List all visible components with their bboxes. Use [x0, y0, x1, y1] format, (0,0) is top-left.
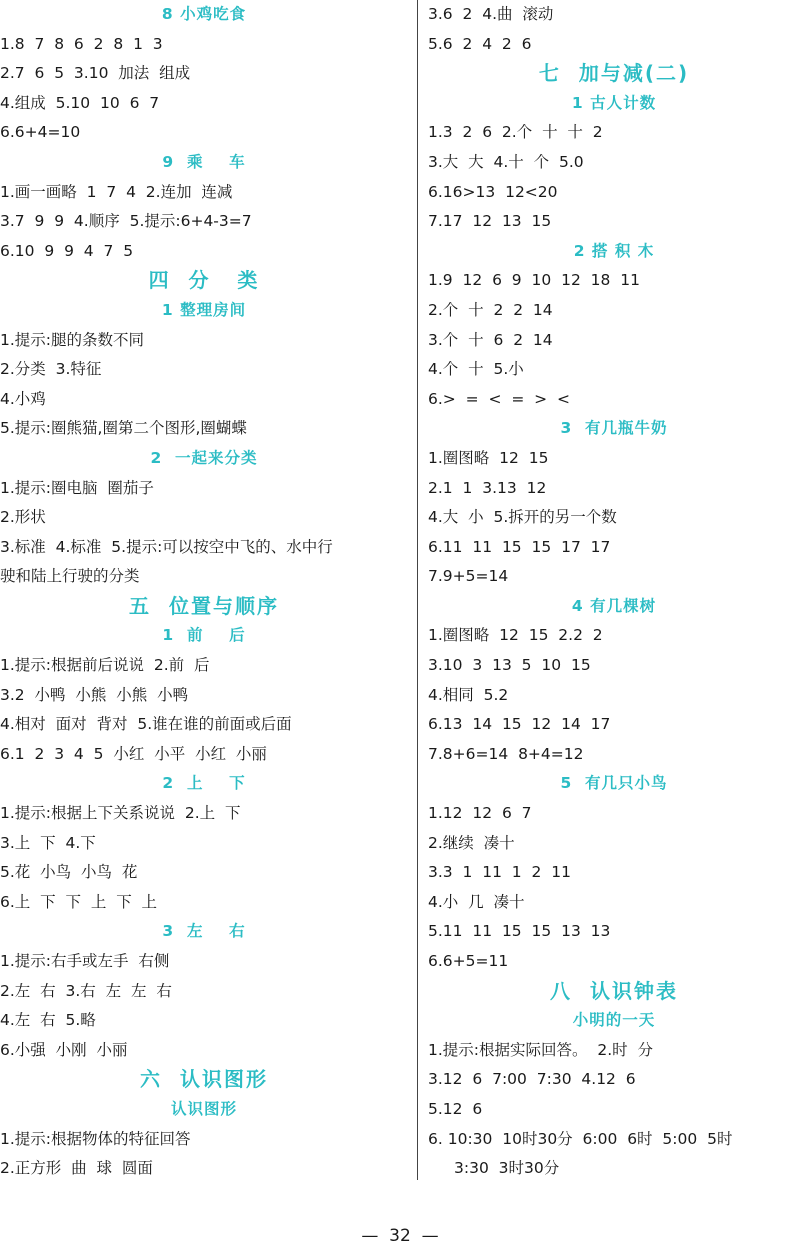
answer-line: 2.正方形 曲 球 圆面 — [0, 1159, 153, 1178]
chapter-heading: 六 认识图形 — [140, 1067, 268, 1092]
answer-line: 3.10 3 13 5 10 15 — [428, 656, 591, 675]
answer-line: 6.6+5=11 — [428, 952, 509, 970]
answer-line: 4.相同 5.2 — [428, 685, 509, 704]
answer-line: 3.3 1 11 1 2 11 — [428, 863, 571, 882]
answer-line: 3.个 十 6 2 14 — [428, 330, 553, 349]
answer-line: 4.组成 5.10 10 6 7 — [0, 93, 160, 112]
answer-line: 6.11 11 15 15 17 17 — [428, 537, 611, 556]
section-heading: 9 乘 车 — [162, 152, 246, 171]
answer-line: 2.1 1 3.13 12 — [428, 478, 547, 497]
answer-line: 1.12 12 6 7 — [428, 804, 532, 823]
answer-line: 2.7 6 5 3.10 加法 组成 — [0, 64, 191, 83]
answer-line: 6.10 9 9 4 7 5 — [0, 241, 134, 260]
page-footer: — 32 — — [361, 1226, 439, 1246]
answer-line: 3.标准 4.标准 5.提示:可以按空中飞的、水中行 — [0, 537, 333, 556]
section-heading: 小明的一天 — [572, 1011, 656, 1030]
answer-line: 4.小 几 凑十 — [428, 892, 525, 911]
section-heading: 8 小鸡吃食 — [161, 5, 247, 23]
answer-line: 4.左 右 5.略 — [0, 1011, 96, 1030]
answer-line: 7.9+5=14 — [428, 567, 509, 586]
answer-line: 3.大 大 4.十 个 5.0 — [428, 152, 584, 171]
answer-line: 3.上 下 4.下 — [0, 833, 96, 852]
section-heading: 1 整理房间 — [161, 300, 247, 319]
answer-line: 5.11 11 15 15 13 13 — [428, 922, 611, 941]
section-heading: 认识图形 — [170, 1099, 237, 1118]
section-heading: 2 搭 积 木 — [573, 241, 655, 260]
answer-line: 6.16>13 12<20 — [428, 182, 558, 201]
chapter-heading: 五 位置与顺序 — [129, 593, 279, 618]
section-heading: 1 前 后 — [162, 626, 246, 645]
answer-line: 6.13 14 15 12 14 17 — [428, 715, 611, 734]
section-heading: 4 有几棵树 — [571, 596, 657, 615]
answer-line: 3.2 小鸭 小熊 小熊 小鸭 — [0, 685, 189, 704]
answer-line: 1.提示:根据实际回答。 2.时 分 — [428, 1040, 654, 1059]
chapter-heading: 四 分 类 — [148, 268, 260, 293]
answer-line: 4.大 小 5.拆开的另一个数 — [428, 508, 617, 527]
section-heading: 2 一起来分类 — [150, 448, 258, 467]
chapter-heading: 八 认识钟表 — [550, 978, 678, 1003]
answer-line: 1.3 2 6 2.个 十 十 2 — [428, 123, 603, 142]
column-divider — [417, 0, 418, 1180]
right-column — [428, 0, 800, 1184]
answer-line: 6.1 2 3 4 5 小红 小平 小红 小丽 — [0, 744, 267, 763]
answer-line: 4.个 十 5.小 — [428, 360, 524, 379]
left-column — [0, 0, 408, 1184]
section-heading: 2 上 下 — [162, 774, 246, 793]
answer-line: 3.6 2 4.曲 滚动 — [428, 5, 554, 23]
answer-line: 1.提示:圈电脑 圈茄子 — [0, 478, 154, 497]
answer-line: 5.提示:圈熊猫,圈第二个图形,圈蝴蝶 — [0, 419, 247, 438]
answer-line: 1.提示:腿的条数不同 — [0, 330, 145, 349]
answer-line: 2.个 十 2 2 14 — [428, 300, 553, 319]
answer-line: 6.6+4=10 — [0, 123, 81, 142]
answer-line: 1.圈图略 12 15 2.2 2 — [428, 626, 603, 645]
answer-line: 3.7 9 9 4.顺序 5.提示:6+4-3=7 — [0, 212, 252, 231]
answer-line: 6. 10:30 10时30分 6:00 6时 5:00 5时 — [428, 1129, 733, 1148]
answer-line: 2.继续 凑十 — [428, 833, 515, 852]
answer-line: 3:30 3时30分 — [454, 1159, 560, 1178]
answer-line: 6.> = < = > < — [428, 389, 570, 408]
answer-line: 1.8 7 8 6 2 8 1 3 — [0, 34, 163, 53]
answer-line: 1.圈图略 12 15 — [428, 448, 549, 467]
answer-line: 5.12 6 — [428, 1099, 483, 1118]
answer-line: 1.画一画略 1 7 4 2.连加 连减 — [0, 182, 233, 201]
answer-line: 5.花 小鸟 小鸟 花 — [0, 863, 138, 882]
section-heading: 5 有几只小鸟 — [560, 774, 668, 793]
section-heading: 3 有几瓶牛奶 — [560, 419, 668, 438]
answer-line: 1.9 12 6 9 10 12 18 11 — [428, 271, 640, 290]
answer-line: 5.6 2 4 2 6 — [428, 34, 532, 53]
answer-line: 4.小鸡 — [0, 389, 46, 408]
page-number: 32 — [389, 1226, 411, 1246]
answer-line: 2.形状 — [0, 508, 46, 527]
section-heading: 3 左 右 — [162, 922, 246, 941]
answer-line: 1.提示:右手或左手 右侧 — [0, 952, 170, 970]
section-heading: 1 古人计数 — [571, 93, 657, 112]
answer-line: 7.17 12 13 15 — [428, 212, 552, 231]
answer-line: 4.相对 面对 背对 5.谁在谁的前面或后面 — [0, 715, 292, 734]
answer-line: 3.12 6 7:00 7:30 4.12 6 — [428, 1070, 636, 1089]
answer-line: 7.8+6=14 8+4=12 — [428, 744, 584, 763]
answer-line: 6.上 下 下 上 下 上 — [0, 892, 158, 911]
chapter-heading: 七 加与减(二) — [538, 61, 690, 86]
answer-line: 2.分类 3.特征 — [0, 360, 102, 379]
answer-line: 6.小强 小刚 小丽 — [0, 1040, 128, 1059]
answer-line: 1.提示:根据上下关系说说 2.上 下 — [0, 804, 241, 823]
answer-line: 1.提示:根据物体的特征回答 — [0, 1129, 191, 1148]
answer-line: 1.提示:根据前后说说 2.前 后 — [0, 656, 210, 675]
answer-line: 2.左 右 3.右 左 左 右 — [0, 981, 172, 1000]
answer-line: 驶和陆上行驶的分类 — [0, 567, 140, 586]
